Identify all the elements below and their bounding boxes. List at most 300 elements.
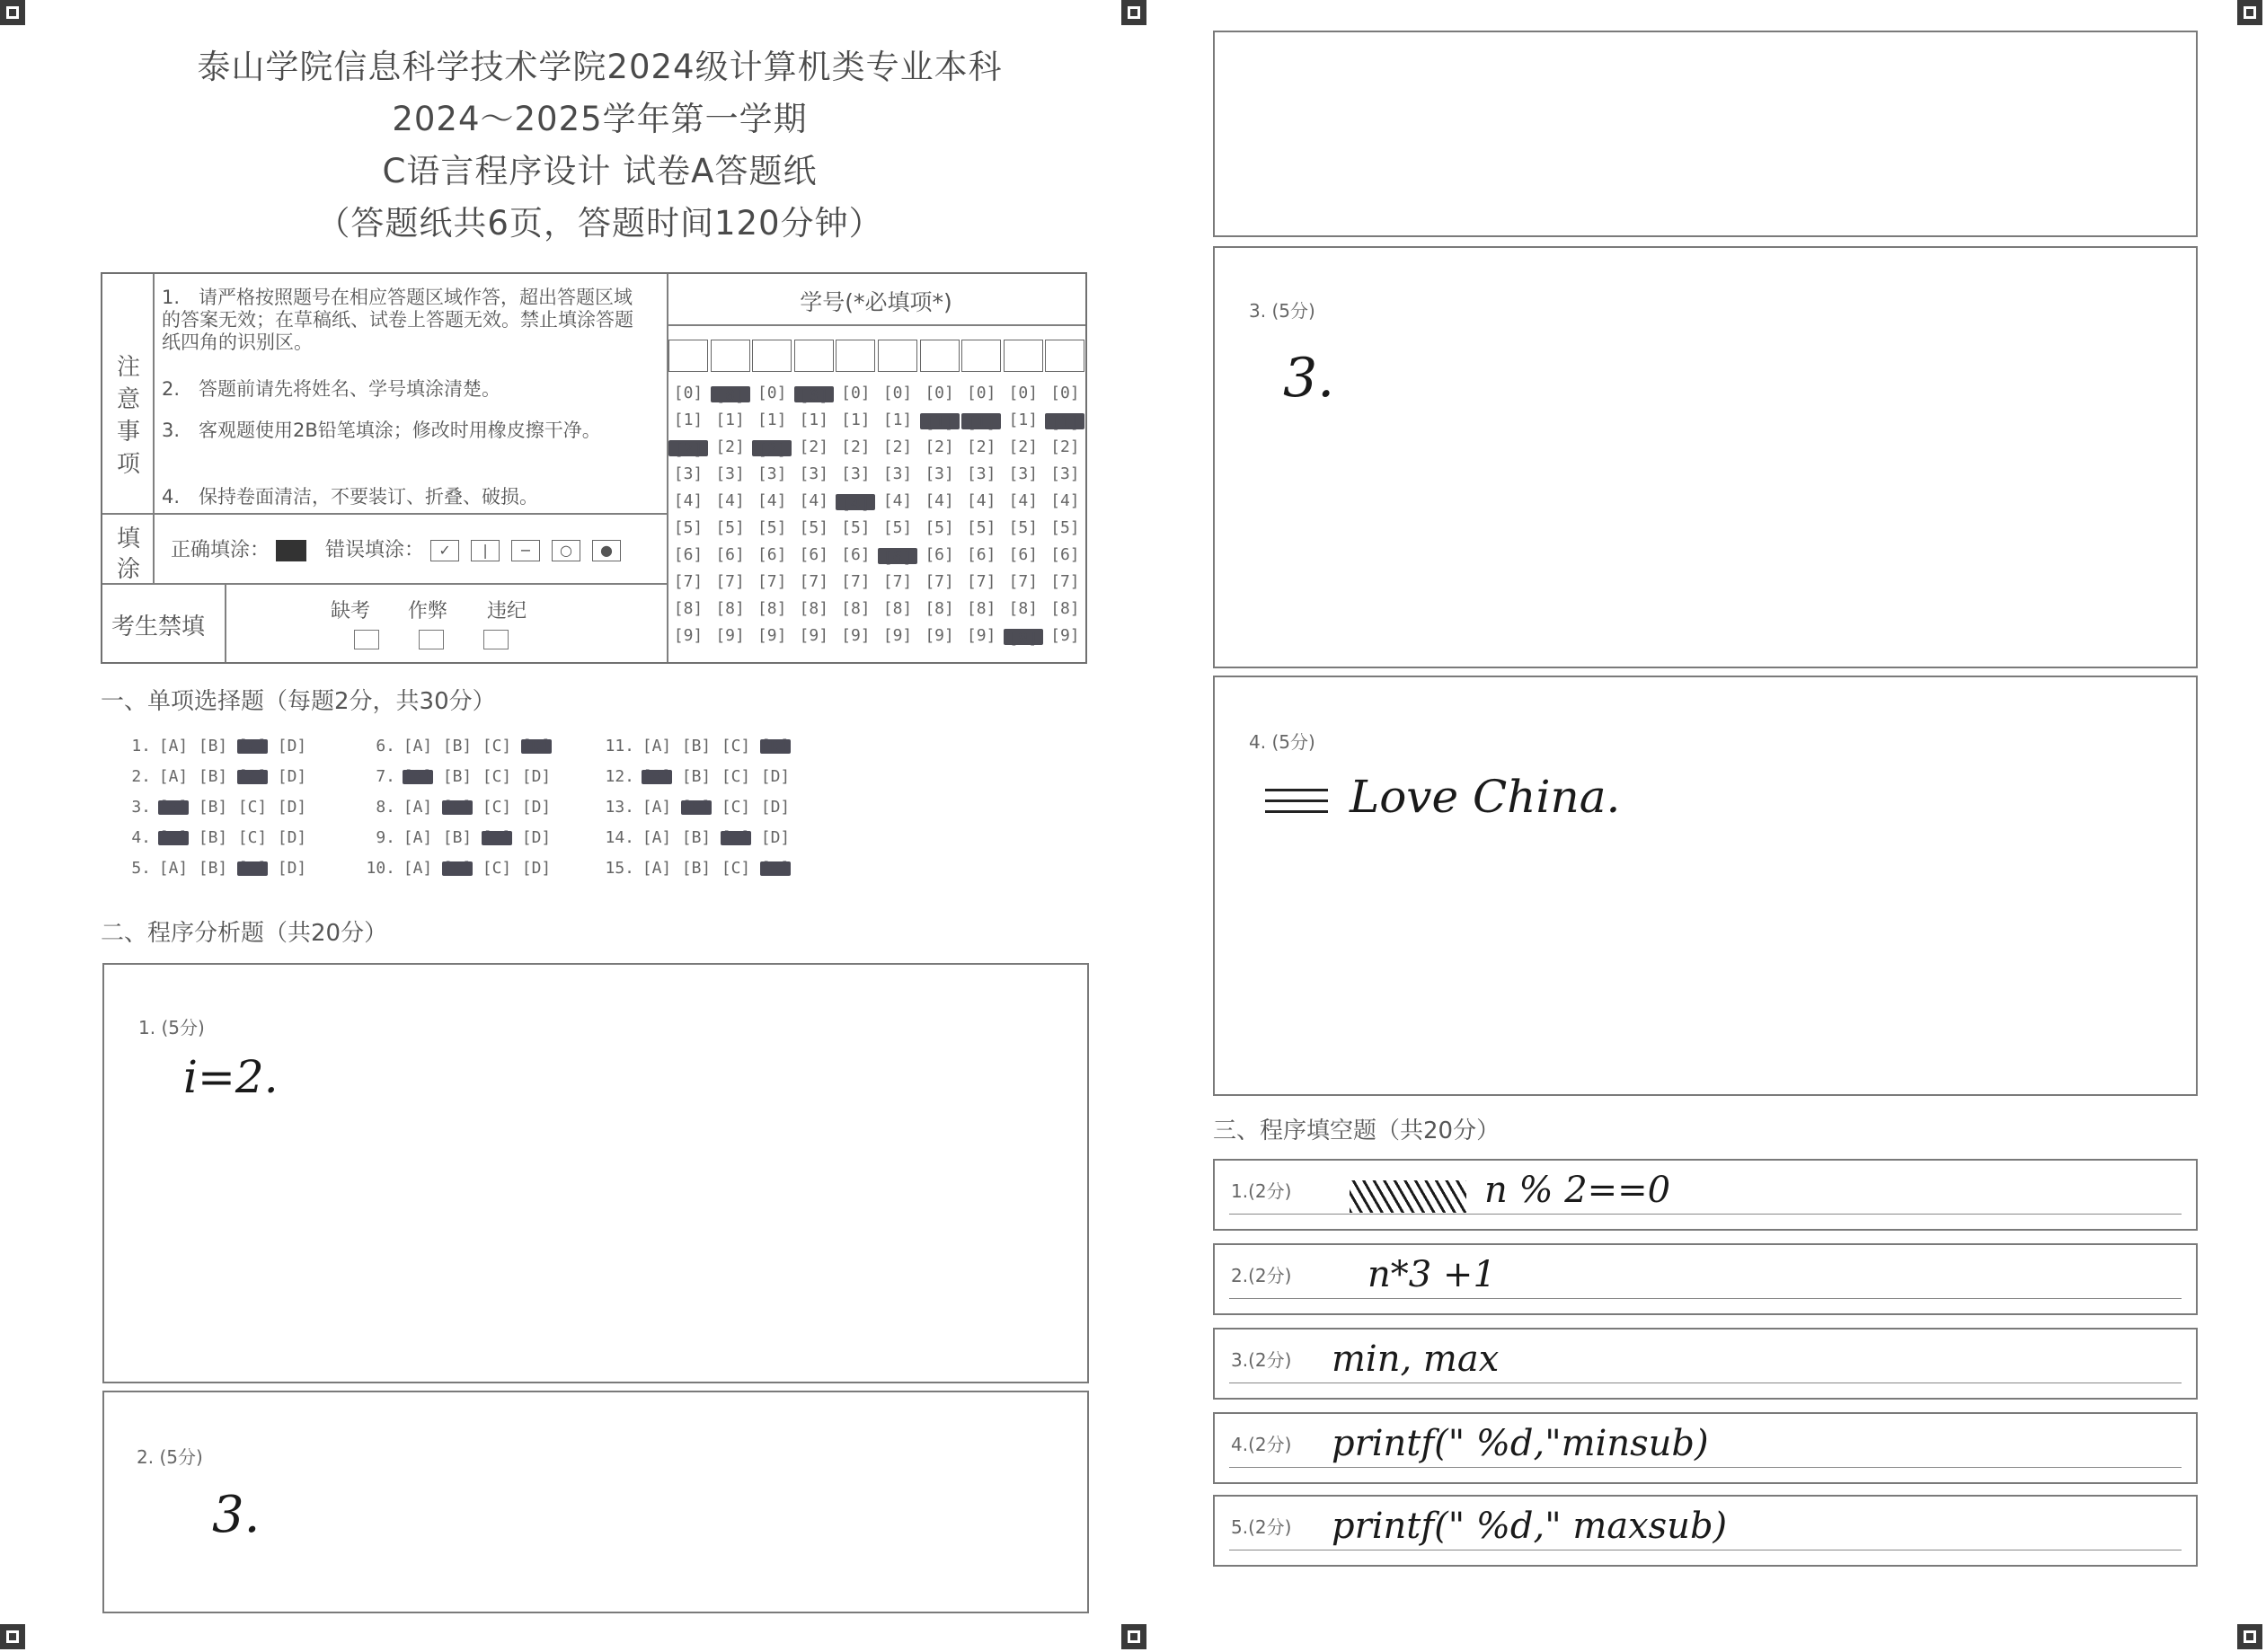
fill-in-label: 5.(2分)	[1231, 1516, 1292, 1538]
student-id-bubble[interactable]	[794, 411, 834, 432]
student-id-bubble[interactable]	[878, 411, 917, 432]
student-id-bubble[interactable]	[711, 491, 750, 513]
mc-question-number: 11.	[605, 737, 634, 755]
student-id-digit: [3]	[882, 464, 913, 483]
student-id-entry-cell[interactable]	[920, 340, 960, 372]
student-id-bubble[interactable]	[668, 384, 708, 405]
student-id-bubble[interactable]	[920, 599, 960, 621]
student-id-bubble[interactable]	[920, 572, 960, 594]
corner-mark-top-right	[2237, 0, 2262, 25]
wrong-mark-bar: |	[471, 540, 500, 561]
wrong-mark-dash: −	[511, 540, 540, 561]
mc-question-number: 12.	[605, 767, 634, 786]
student-id-bubble[interactable]	[794, 518, 834, 540]
student-id-digit: [1]	[920, 413, 960, 429]
student-id-entry-cell[interactable]	[961, 340, 1001, 372]
proctor-cheat-checkbox[interactable]	[419, 630, 444, 649]
mc-option-c[interactable]: [C]	[237, 737, 268, 755]
student-id-digit: [3]	[757, 464, 787, 483]
mc-question	[359, 737, 561, 755]
correct-fill-label: 正确填涂：	[171, 539, 270, 561]
mc-option-d[interactable]: [D]	[521, 828, 552, 847]
mc-question-number: 10.	[366, 859, 395, 878]
student-id-entry-cell[interactable]	[668, 340, 708, 372]
title-line-3: C语言程序设计 试卷A答题纸	[382, 152, 818, 190]
student-id-digit: [9]	[673, 626, 704, 645]
student-id-digit: [3]	[1050, 464, 1080, 483]
mc-option-a[interactable]: [A]	[403, 767, 433, 786]
mc-option-d[interactable]: [D]	[521, 798, 552, 817]
answer-underline	[1229, 1383, 2182, 1384]
mc-question	[598, 767, 800, 786]
fill-in-answer-box[interactable]	[1213, 1159, 2198, 1231]
fill-in-answer-box[interactable]	[1213, 1243, 2198, 1315]
student-id-entry-cell[interactable]	[836, 340, 875, 372]
student-id-digit: [8]	[1008, 599, 1039, 618]
student-id-bubble[interactable]	[1045, 545, 1084, 567]
student-id-entry-cell[interactable]	[794, 340, 834, 372]
mc-option-d[interactable]: [D]	[521, 859, 552, 878]
student-id-bubble[interactable]	[668, 464, 708, 486]
title-line-4: （答题纸共6页，答题时间120分钟）	[316, 204, 883, 243]
mc-option-c[interactable]: [C]	[482, 859, 512, 878]
student-id-bubble[interactable]	[1004, 545, 1043, 567]
mc-option-c[interactable]: [C]	[721, 798, 751, 817]
analysis-q4-answer: Love China.	[1350, 771, 1621, 823]
student-id-entry-cell[interactable]	[1004, 340, 1043, 372]
mc-option-c[interactable]: [C]	[482, 767, 512, 786]
mc-option-a[interactable]: [A]	[158, 767, 189, 786]
student-id-digit: [9]	[715, 626, 745, 645]
student-id-bubble[interactable]	[878, 464, 917, 486]
student-id-bubble[interactable]	[836, 518, 875, 540]
student-id-bubble[interactable]	[878, 545, 917, 567]
student-id-digit: [0]	[1008, 384, 1039, 402]
student-id-digit: [2]	[668, 440, 708, 456]
student-id-bubble[interactable]	[668, 545, 708, 567]
mc-question-number: 9.	[376, 828, 395, 847]
student-id-bubble[interactable]	[668, 437, 708, 459]
analysis-q4-label: 4. (5分)	[1249, 731, 1315, 753]
mc-option-b[interactable]: [B]	[681, 828, 712, 847]
student-id-bubble[interactable]	[752, 491, 792, 513]
fill-in-label: 1.(2分)	[1231, 1180, 1292, 1202]
mc-option-c[interactable]: [C]	[237, 859, 268, 878]
analysis-q1-box[interactable]	[102, 963, 1089, 1383]
mc-option-a[interactable]: [A]	[158, 859, 189, 878]
answer-underline	[1229, 1550, 2182, 1551]
student-id-bubble[interactable]	[961, 437, 1001, 459]
student-id-entry-cell[interactable]	[752, 340, 792, 372]
wrong-fill-label: 错误填涂：	[325, 539, 425, 561]
student-id-bubble[interactable]	[1045, 599, 1084, 621]
student-id-bubble[interactable]	[920, 384, 960, 405]
mc-question-number: 7.	[376, 767, 395, 786]
student-id-entry-cell[interactable]	[1045, 340, 1084, 372]
student-id-digit: [2]	[882, 437, 913, 456]
title-line-2: 2024～2025学年第一学期	[392, 100, 808, 138]
student-id-digit: [7]	[799, 572, 829, 591]
student-id-bubble[interactable]	[711, 599, 750, 621]
student-id-digit: [7]	[757, 572, 787, 591]
mc-option-d[interactable]: [D]	[760, 798, 791, 817]
student-id-bubble[interactable]	[961, 545, 1001, 567]
notice-item-2: 2. 答题前请先将姓名、学号填涂清楚。	[162, 378, 501, 400]
student-id-digit: [8]	[799, 599, 829, 618]
student-id-bubble[interactable]	[1045, 626, 1084, 648]
student-id-bubble[interactable]	[836, 491, 875, 513]
student-id-bubble[interactable]	[836, 411, 875, 432]
mc-option-c[interactable]: [C]	[237, 767, 268, 786]
student-id-bubble[interactable]	[878, 384, 917, 405]
student-id-bubble[interactable]	[836, 437, 875, 459]
mc-option-d[interactable]: [D]	[277, 767, 307, 786]
student-id-digit: [1]	[757, 411, 787, 429]
student-id-bubble[interactable]	[1045, 411, 1084, 432]
mc-option-d[interactable]: [D]	[760, 767, 791, 786]
student-id-digit: [7]	[966, 572, 996, 591]
fill-in-label: 2.(2分)	[1231, 1265, 1292, 1286]
student-id-digit: [1]	[1008, 411, 1039, 429]
mc-question	[598, 737, 800, 755]
student-id-digit: [7]	[715, 572, 745, 591]
student-id-bubble[interactable]	[878, 518, 917, 540]
proctor-absent-label: 缺考	[331, 600, 371, 623]
student-id-digit: [2]	[925, 437, 954, 456]
analysis-q3-answer: 3.	[1283, 347, 1335, 410]
student-id-digit: [2]	[1050, 437, 1080, 456]
student-id-digit: [5]	[715, 518, 745, 537]
student-id-digit: [4]	[799, 491, 829, 510]
student-id-bubble[interactable]	[794, 545, 834, 567]
student-id-bubble[interactable]	[836, 384, 875, 405]
student-id-digit: [4]	[1050, 491, 1080, 510]
student-id-bubble[interactable]	[961, 491, 1001, 513]
student-id-bubble[interactable]	[836, 545, 875, 567]
fill-in-answer-box[interactable]	[1213, 1328, 2198, 1400]
student-id-bubble[interactable]	[961, 626, 1001, 648]
student-id-bubble[interactable]	[920, 411, 960, 432]
student-id-bubble[interactable]	[878, 599, 917, 621]
student-id-bubble[interactable]	[668, 626, 708, 648]
student-id-bubble[interactable]	[920, 437, 960, 459]
student-id-bubble[interactable]	[668, 411, 708, 432]
student-id-bubble[interactable]	[1045, 384, 1084, 405]
mc-option-a[interactable]: [A]	[403, 859, 433, 878]
mc-option-a[interactable]: [A]	[158, 737, 189, 755]
student-id-bubble[interactable]	[961, 572, 1001, 594]
student-id-digit: [9]	[966, 626, 996, 645]
mc-option-d[interactable]: [D]	[277, 859, 307, 878]
student-id-digit: [1]	[715, 411, 745, 429]
mc-option-b[interactable]: [B]	[681, 859, 712, 878]
student-id-digit: [5]	[757, 518, 787, 537]
mc-option-c[interactable]: [C]	[482, 737, 512, 755]
mc-option-b[interactable]: [B]	[198, 767, 228, 786]
student-id-digit: [0]	[1050, 384, 1080, 402]
student-id-digit: [5]	[799, 518, 829, 537]
notice-item-3: 3. 客观题使用2B铅笔填涂；修改时用橡皮擦干净。	[162, 420, 601, 441]
student-id-bubble[interactable]	[1045, 491, 1084, 513]
mc-option-d[interactable]: [D]	[277, 828, 307, 847]
student-id-bubble[interactable]	[836, 626, 875, 648]
student-id-bubble[interactable]	[836, 572, 875, 594]
section-3-title: 三、程序填空题（共20分）	[1213, 1118, 1500, 1144]
mc-question	[115, 737, 316, 755]
student-id-bubble[interactable]	[794, 464, 834, 486]
wrong-mark-check: ✓	[430, 540, 459, 561]
student-id-bubble[interactable]	[711, 572, 750, 594]
wrong-mark-circle: ○	[552, 540, 580, 561]
fill-in-answer: printf(" %d," maxsub)	[1332, 1506, 1728, 1547]
fill-guide-row	[171, 534, 626, 562]
student-id-digit: [9]	[757, 626, 787, 645]
student-id-digit: [4]	[1008, 491, 1039, 510]
mc-option-b[interactable]: [B]	[198, 737, 228, 755]
mc-option-b[interactable]: [B]	[681, 798, 712, 817]
mc-option-c[interactable]: [C]	[721, 767, 751, 786]
student-id-bubble[interactable]	[1004, 464, 1043, 486]
student-id-bubble[interactable]	[878, 626, 917, 648]
mc-option-b[interactable]: [B]	[442, 859, 473, 878]
student-id-bubble[interactable]	[794, 491, 834, 513]
student-id-bubble[interactable]	[668, 491, 708, 513]
mc-option-c[interactable]: [C]	[482, 828, 512, 847]
mc-option-a[interactable]: [A]	[158, 828, 189, 847]
student-id-bubble[interactable]	[1004, 599, 1043, 621]
mc-option-c[interactable]: [C]	[237, 828, 268, 847]
mc-option-d[interactable]: [D]	[760, 828, 791, 847]
student-id-bubble[interactable]	[836, 464, 875, 486]
analysis-q3-box[interactable]	[1213, 246, 2198, 668]
student-id-bubble[interactable]	[878, 491, 917, 513]
mc-option-b[interactable]: [B]	[198, 859, 228, 878]
mc-option-c[interactable]: [C]	[721, 737, 751, 755]
student-id-bubble[interactable]	[711, 437, 750, 459]
mc-option-a[interactable]: [A]	[642, 798, 672, 817]
student-id-digit: [1]	[673, 411, 704, 429]
student-id-digit: [0]	[757, 384, 787, 402]
corner-mark-top-left	[0, 0, 25, 25]
student-id-bubble[interactable]	[878, 437, 917, 459]
student-id-digit: [5]	[966, 518, 996, 537]
mc-option-a[interactable]: [A]	[642, 859, 672, 878]
student-id-digit: [9]	[841, 626, 871, 645]
student-id-digit: [8]	[757, 599, 787, 618]
mc-option-b[interactable]: [B]	[442, 737, 473, 755]
mc-option-b[interactable]: [B]	[442, 828, 473, 847]
student-id-bubble[interactable]	[752, 437, 792, 459]
student-id-bubble[interactable]	[1004, 626, 1043, 648]
mc-option-a[interactable]: [A]	[158, 798, 189, 817]
mc-option-a[interactable]: [A]	[642, 737, 672, 755]
student-id-digit: [3]	[799, 464, 829, 483]
proctor-violation-label: 违纪	[487, 600, 527, 623]
student-id-bubble[interactable]	[878, 572, 917, 594]
proctor-violation-checkbox[interactable]	[483, 630, 509, 649]
student-id-bubble[interactable]	[711, 518, 750, 540]
student-id-bubble[interactable]	[794, 599, 834, 621]
fill-in-answer-box[interactable]	[1213, 1495, 2198, 1567]
student-id-digit: [2]	[841, 437, 871, 456]
corner-mark-bottom-right	[2237, 1624, 2262, 1649]
mc-option-a[interactable]: [A]	[642, 828, 672, 847]
mc-question	[359, 828, 561, 847]
mc-option-c[interactable]: [C]	[721, 828, 751, 847]
student-id-bubble[interactable]	[1045, 464, 1084, 486]
notice-heading: 注意事项	[116, 354, 140, 478]
mc-option-b[interactable]: [B]	[442, 767, 473, 786]
student-id-digit: [0]	[882, 384, 913, 402]
student-id-digit: [1]	[882, 411, 913, 429]
correct-fill-sample	[276, 540, 306, 561]
student-id-bubble[interactable]	[711, 384, 750, 405]
student-id-digit: [6]	[841, 545, 871, 564]
fill-in-answer-box[interactable]	[1213, 1412, 2198, 1484]
mc-option-b[interactable]: [B]	[681, 737, 712, 755]
student-id-bubble[interactable]	[711, 411, 750, 432]
student-id-bubble[interactable]	[1045, 518, 1084, 540]
student-id-bubble[interactable]	[1045, 572, 1084, 594]
student-id-bubble[interactable]	[668, 518, 708, 540]
student-id-digit: [3]	[715, 464, 745, 483]
student-id-bubble[interactable]	[920, 518, 960, 540]
mc-option-b[interactable]: [B]	[442, 798, 473, 817]
student-id-bubble[interactable]	[836, 599, 875, 621]
mc-question-number: 1.	[131, 737, 151, 755]
fill-in-answer: n % 2==0	[1484, 1170, 1671, 1211]
student-id-entry-cell[interactable]	[878, 340, 917, 372]
mc-option-a[interactable]: [A]	[403, 737, 433, 755]
student-id-digit: [3]	[841, 464, 871, 483]
student-id-digit: [8]	[882, 599, 913, 618]
mc-option-d[interactable]: [D]	[760, 859, 791, 878]
student-id-bubble[interactable]	[961, 518, 1001, 540]
student-id-digit: [9]	[1004, 629, 1043, 645]
student-id-bubble[interactable]	[1045, 437, 1084, 459]
section-1-title: 一、单项选择题（每题2分，共30分）	[101, 688, 496, 715]
student-id-digit: [7]	[1050, 572, 1080, 591]
student-id-bubble[interactable]	[711, 626, 750, 648]
student-id-bubble[interactable]	[1004, 411, 1043, 432]
student-id-bubble[interactable]	[961, 599, 1001, 621]
analysis-q1-label: 1. (5分)	[138, 1017, 205, 1038]
student-id-bubble[interactable]	[752, 411, 792, 432]
mc-question	[359, 798, 561, 817]
student-id-bubble[interactable]	[961, 411, 1001, 432]
student-id-digit: [4]	[836, 494, 875, 510]
student-id-bubble[interactable]	[1004, 572, 1043, 594]
mc-question	[115, 828, 316, 847]
student-id-bubble[interactable]	[961, 464, 1001, 486]
mc-option-b[interactable]: [B]	[681, 767, 712, 786]
student-id-bubble[interactable]	[711, 545, 750, 567]
mc-option-b[interactable]: [B]	[198, 828, 228, 847]
mc-question	[115, 767, 316, 786]
analysis-q2-box[interactable]	[102, 1391, 1089, 1613]
student-id-digit: [8]	[715, 599, 745, 618]
mc-question	[359, 859, 561, 878]
mc-question	[598, 859, 800, 878]
student-id-bubble[interactable]	[920, 545, 960, 567]
mc-option-a[interactable]: [A]	[642, 767, 672, 786]
mc-option-d[interactable]: [D]	[521, 767, 552, 786]
mc-option-d[interactable]: [D]	[760, 737, 791, 755]
mc-option-d[interactable]: [D]	[277, 798, 307, 817]
student-id-bubble[interactable]	[752, 545, 792, 567]
student-id-bubble[interactable]	[752, 464, 792, 486]
student-id-bubble[interactable]	[920, 626, 960, 648]
proctor-absent-checkbox[interactable]	[354, 630, 379, 649]
student-id-digit: [5]	[673, 518, 704, 537]
student-id-digit: [5]	[1050, 518, 1080, 537]
student-id-digit: [6]	[1008, 545, 1039, 564]
student-id-digit: [9]	[1050, 626, 1080, 645]
student-id-bubble[interactable]	[920, 464, 960, 486]
student-id-bubble[interactable]	[794, 572, 834, 594]
mc-option-c[interactable]: [C]	[482, 798, 512, 817]
student-id-digit: [6]	[878, 548, 917, 564]
student-id-bubble[interactable]	[752, 572, 792, 594]
student-id-digit: [3]	[925, 464, 954, 483]
student-id-digit: [4]	[673, 491, 704, 510]
student-id-bubble[interactable]	[752, 599, 792, 621]
student-id-entry-cell[interactable]	[711, 340, 750, 372]
student-id-bubble[interactable]	[668, 572, 708, 594]
student-id-bubble[interactable]	[668, 599, 708, 621]
proctor-heading: 考生禁填	[111, 614, 206, 640]
analysis-q2-label: 2. (5分)	[137, 1446, 203, 1468]
notice-item-4: 4. 保持卷面清洁，不要装订、折叠、破损。	[162, 486, 539, 508]
mc-option-d[interactable]: [D]	[521, 737, 552, 755]
answer-underline	[1229, 1298, 2182, 1300]
analysis-continued-box[interactable]	[1213, 31, 2198, 237]
student-id-digit: [2]	[752, 440, 792, 456]
student-id-digit: [6]	[715, 545, 745, 564]
student-id-bubble[interactable]	[794, 384, 834, 405]
mc-option-a[interactable]: [A]	[403, 828, 433, 847]
mc-option-d[interactable]: [D]	[277, 737, 307, 755]
student-id-bubble[interactable]	[794, 437, 834, 459]
student-id-bubble[interactable]	[752, 626, 792, 648]
student-id-bubble[interactable]	[752, 384, 792, 405]
student-id-digit: [6]	[966, 545, 996, 564]
student-id-bubble[interactable]	[1004, 384, 1043, 405]
student-id-bubble[interactable]	[961, 384, 1001, 405]
student-id-digit: [4]	[882, 491, 913, 510]
analysis-q4-box[interactable]	[1213, 676, 2198, 1096]
student-id-bubble[interactable]	[1004, 518, 1043, 540]
student-id-digit: [4]	[966, 491, 996, 510]
student-id-bubble[interactable]	[711, 464, 750, 486]
student-id-bubble[interactable]	[1004, 437, 1043, 459]
mc-option-c[interactable]: [C]	[721, 859, 751, 878]
student-id-digit: [2]	[715, 437, 745, 456]
student-id-digit: [5]	[841, 518, 871, 537]
student-id-digit: [2]	[1008, 437, 1039, 456]
student-id-bubble[interactable]	[752, 518, 792, 540]
mc-question	[115, 859, 316, 878]
student-id-bubble[interactable]	[920, 491, 960, 513]
section-2-title: 二、程序分析题（共20分）	[101, 920, 388, 947]
student-id-digit: [7]	[882, 572, 913, 591]
mc-option-c[interactable]: [C]	[237, 798, 268, 817]
mc-question-number: 8.	[376, 798, 395, 817]
mc-option-a[interactable]: [A]	[403, 798, 433, 817]
student-id-bubble[interactable]	[794, 626, 834, 648]
student-id-bubble[interactable]	[1004, 491, 1043, 513]
mc-option-b[interactable]: [B]	[198, 798, 228, 817]
